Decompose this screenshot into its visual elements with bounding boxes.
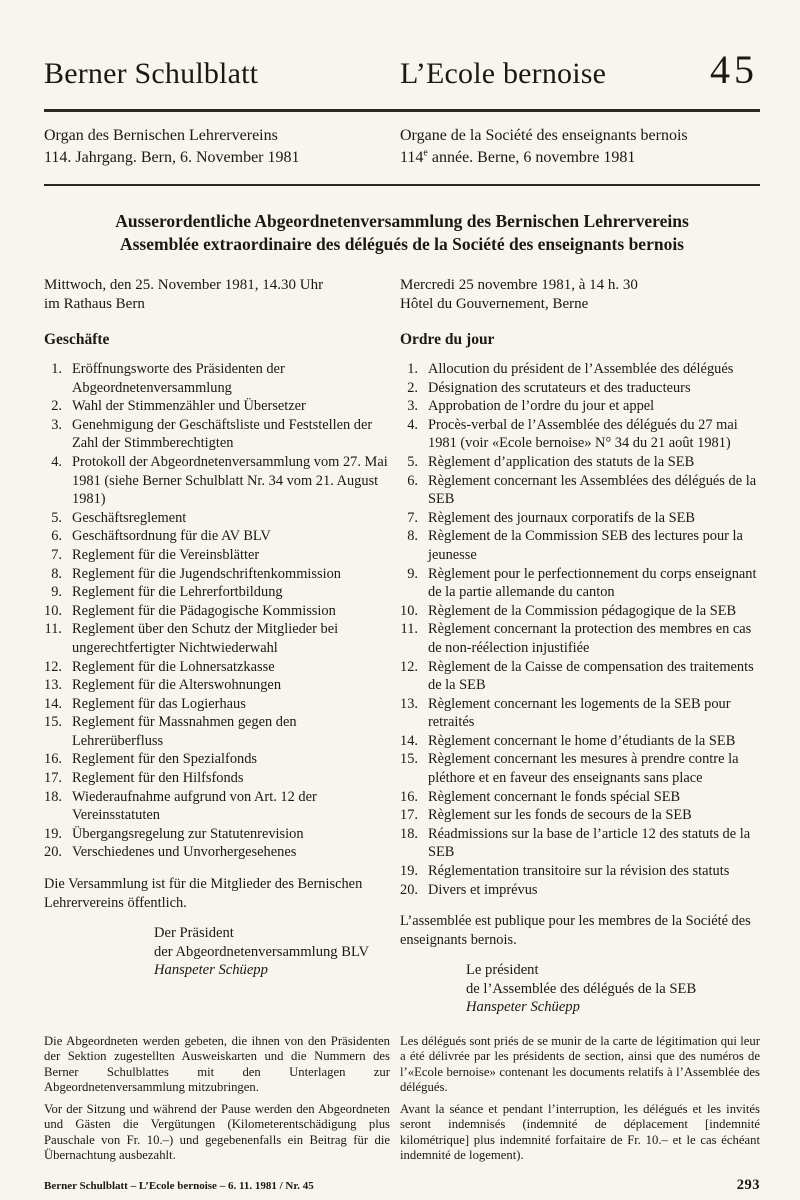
agenda-item-text: Reglement für den Spezialfonds [72, 751, 258, 768]
organ-line-german: Organ des Bernischen Lehrervereins [44, 127, 278, 144]
agenda-item-number: 12. [44, 658, 62, 675]
agenda-item-text: Réglementation transitoire sur la révision des statuts [428, 863, 730, 880]
agenda-item [400, 397, 760, 416]
agenda-item [44, 583, 390, 602]
agenda-item-number: 10. [400, 602, 418, 619]
agenda-item-text: Reglement für die Pädagogische Kommission [72, 602, 336, 619]
agenda-item-text: Wahl der Stimmenzähler und Übersetzer [72, 398, 306, 415]
agenda-item [400, 472, 760, 509]
agenda-item-text: Réadmissions sur la base de l’article 12 des statuts de la SEB [428, 825, 751, 861]
agenda-column-french [400, 276, 760, 1017]
agenda-heading-german: Geschäfte [44, 331, 110, 348]
agenda-item-number: 8. [407, 528, 418, 545]
page-footer [44, 1177, 760, 1194]
agenda-item-text: Übergangsregelung zur Statutenrevision [72, 825, 304, 842]
agenda-item-number: 11. [44, 621, 62, 638]
announcement-title-german: Ausserordentliche Abgeordnetenversammlung des Bernischen Lehrervereins [115, 211, 689, 231]
agenda-item-text: Règlement concernant le home d’étudiants de la SEB [428, 732, 736, 749]
signature-role-line2: der Abgeordnetenversammlung BLV [154, 943, 370, 960]
notice-german-payment: Vor der Sitzung und während der Pause werden den Abgeordneten und Gästen die Vergütungen (Kilometerentschädigung plus Pauschale von Fr. 10.–) und gegebenenfalls ein Beitrag für die Übernachtung ausbezahlt. [44, 1102, 390, 1163]
agenda-item [44, 602, 390, 621]
agenda-item-number: 6. [407, 472, 418, 489]
agenda-item [400, 881, 760, 900]
agenda-item-text: Règlement de la Caisse de compensation des traitements de la SEB [428, 658, 754, 694]
signature-name: Hanspeter Schüepp [154, 962, 268, 979]
agenda-item-number: 3. [407, 398, 418, 415]
agenda-item-number: 9. [51, 584, 62, 601]
agenda-item-number: 10. [44, 602, 62, 619]
agenda-list-german [44, 360, 390, 862]
agenda-item-number: 19. [400, 863, 418, 880]
signature-name: Hanspeter Schüepp [466, 999, 580, 1016]
agenda-item [44, 750, 390, 769]
public-note-german: Die Versammlung ist für die Mitglieder des Bernischen Lehrervereins öffentlich. [44, 876, 363, 911]
agenda-item-text: Reglement für die Alterswohnungen [72, 677, 282, 694]
agenda-item-text: Reglement für den Hilfsfonds [72, 770, 244, 787]
agenda-item [400, 416, 760, 453]
agenda-item-number: 2. [407, 379, 418, 396]
agenda-item-text: Wiederaufnahme aufgrund von Art. 12 der Vereinsstatuten [72, 788, 317, 824]
volume-line-french [400, 147, 760, 169]
subheader-german [44, 125, 400, 169]
agenda-item-text: Règlement sur les fonds de secours de la SEB [428, 807, 692, 824]
agenda-item [44, 695, 390, 714]
agenda-item [44, 769, 390, 788]
signature-role-line2: de l’Assemblée des délégués de la SEB [466, 980, 697, 997]
agenda-item-text: Règlement de la Commission pédagogique de la SEB [428, 602, 737, 619]
volume-rest-french: année. Berne, 6 novembre 1981 [427, 149, 636, 166]
agenda-item-number: 13. [44, 677, 62, 694]
agenda-item-text: Reglement für die Lehrerfortbildung [72, 584, 283, 601]
agenda-item-number: 5. [51, 509, 62, 526]
meeting-place-french: Hôtel du Gouvernement, Berne [400, 296, 589, 312]
agenda-item [44, 360, 390, 397]
agenda-item-text: Règlement d’application des statuts de la SEB [428, 453, 695, 470]
agenda-item [400, 565, 760, 602]
agenda-item-text: Geschäftsreglement [72, 509, 187, 526]
volume-number-french: 114 [400, 149, 424, 166]
delegate-notices [44, 1034, 760, 1163]
agenda-item [400, 695, 760, 732]
agenda-item [400, 750, 760, 787]
notice-french-payment: Avant la séance et pendant l’interruption, les délégués et les invités seront indemnisés (indemnité de déplacement [indemnité kilométrique] plus indemnité forfaitaire de Fr. 10.– et le cas échéant indemnité de logement). [400, 1102, 760, 1163]
agenda-item-number: 12. [400, 658, 418, 675]
subheader [44, 125, 760, 169]
agenda-item-number: 20. [44, 844, 62, 861]
signature-role-line1: Le président [466, 962, 539, 979]
agenda-item-text: Règlement concernant les Assemblées des délégués de la SEB [428, 472, 757, 508]
agenda-item-number: 7. [407, 509, 418, 526]
agenda-list-french [400, 360, 760, 899]
agenda-item [44, 416, 390, 453]
agenda-item [44, 527, 390, 546]
agenda-item-text: Reglement für die Jugendschriftenkommission [72, 565, 341, 582]
agenda-item [44, 788, 390, 825]
footer-imprint: Berner Schulblatt – L’Ecole bernoise – 6. 11. 1981 / Nr. 45 [44, 1180, 314, 1192]
agenda-item-text: Reglement über den Schutz der Mitglieder bei ungerechtfertigter Nichtwiederwahl [72, 621, 339, 656]
agenda-item-text: Règlement des journaux corporatifs de la SEB [428, 509, 695, 526]
meeting-place-german: im Rathaus Bern [44, 296, 145, 312]
volume-line-german: 114. Jahrgang. Bern, 6. November 1981 [44, 149, 300, 166]
agenda-item-text: Verschiedenes und Unvorhergesehenes [72, 844, 297, 861]
agenda-item-number: 19. [44, 825, 62, 842]
agenda-item [400, 360, 760, 379]
agenda-item-number: 17. [44, 770, 62, 787]
meeting-date-german: Mittwoch, den 25. November 1981, 14.30 Uhr [44, 277, 324, 293]
agenda-item-number: 4. [51, 453, 62, 470]
agenda-item [400, 732, 760, 751]
agenda-item-number: 2. [51, 398, 62, 415]
agenda-item [44, 676, 390, 695]
agenda-item [44, 825, 390, 844]
masthead [44, 46, 760, 93]
agenda-item [44, 509, 390, 528]
agenda-item-number: 5. [407, 453, 418, 470]
signature-block-german [154, 924, 390, 980]
agenda-item [400, 658, 760, 695]
signature-role-line1: Der Präsident [154, 925, 234, 942]
agenda-item-text: Protokoll der Abgeordnetenversammlung vom 27. Mai 1981 (siehe Berner Schulblatt Nr. 34 vom 21. August 1981) [72, 453, 388, 508]
agenda-item-number: 13. [400, 695, 418, 712]
agenda-item [44, 713, 390, 750]
agenda-item-text: Geschäftsordnung für die AV BLV [72, 528, 271, 545]
agenda-item-text: Procès-verbal de l’Assemblée des délégués du 27 mai 1981 (voir «Ecole bernoise» N° 34 du 21 août 1981) [428, 416, 738, 452]
agenda-item-text: Reglement für Massnahmen gegen den Lehrerüberfluss [72, 714, 297, 749]
notice-french-cards: Les délégués sont priés de se munir de la carte de légitimation qui leur a été délivrée par les présidents de section, ainsi que des numéros de l’«Ecole bernoise» contenant les documents relatifs à l’Assemblée des délégués. [400, 1034, 760, 1094]
agenda-item [44, 397, 390, 416]
agenda-item-number: 11. [400, 621, 418, 638]
agenda-item-number: 3. [51, 416, 62, 433]
notices-french [400, 1034, 760, 1163]
agenda-item [44, 843, 390, 862]
divider-rule-second [44, 184, 760, 186]
agenda-item-text: Règlement concernant les logements de la SEB pour retraités [428, 695, 731, 731]
agenda-item [44, 546, 390, 565]
agenda-item-text: Reglement für die Lohnersatzkasse [72, 658, 275, 675]
agenda-item [400, 379, 760, 398]
agenda-item [400, 509, 760, 528]
announcement-title-french: Assemblée extraordinaire des délégués de la Société des enseignants bernois [119, 234, 684, 254]
agenda-heading-french: Ordre du jour [400, 331, 495, 348]
agenda-item-text: Règlement pour le perfectionnement du corps enseignant de la partie allemande du canton [428, 565, 757, 601]
agenda-item-number: 14. [44, 695, 62, 712]
agenda-item-text: Eröffnungsworte des Präsidenten der Abgeordnetenversammlung [72, 361, 285, 396]
agenda-item-text: Règlement concernant les mesures à prendre contre la pléthore et en faveur des enseignants sans place [428, 751, 739, 787]
announcement-title [44, 210, 760, 256]
agenda-column-german [44, 276, 390, 1017]
agenda-item [400, 602, 760, 621]
agenda-item-number: 16. [400, 788, 418, 805]
agenda-item-text: Règlement concernant la protection des membres en cas de non-réélection injustifiée [428, 621, 752, 656]
divider-rule-top [44, 109, 760, 112]
agenda-item-number: 8. [51, 565, 62, 582]
public-note-french: L’assemblée est publique pour les membres de la Société des enseignants bernois. [400, 913, 751, 948]
agenda-item-text: Genehmigung der Geschäftsliste und Feststellen der Zahl der Stimmberechtigten [72, 416, 373, 452]
signature-block-french [466, 961, 760, 1017]
agenda-item-text: Divers et imprévus [428, 881, 538, 898]
meeting-date-french: Mercredi 25 novembre 1981, à 14 h. 30 [400, 277, 638, 293]
agenda-item-text: Reglement für das Logierhaus [72, 695, 246, 712]
notice-german-cards: Die Abgeordneten werden gebeten, die ihnen von den Präsidenten der Sektion zugestellten Ausweiskarten und die Nummern des Berner Schulblattes mit den Unterlagen zur Abgeordnetenversammlung mitzubringen. [44, 1034, 390, 1094]
agenda-item-number: 16. [44, 751, 62, 768]
agenda-item [400, 620, 760, 657]
agenda-item [44, 620, 390, 657]
agenda-item [44, 453, 390, 509]
agenda-item [400, 788, 760, 807]
agenda-item-number: 6. [51, 528, 62, 545]
subheader-french [400, 125, 760, 169]
agenda-item-number: 20. [400, 881, 418, 898]
agenda-columns [44, 276, 760, 1017]
agenda-item-text: Règlement concernant le fonds spécial SEB [428, 788, 681, 805]
agenda-item-text: Approbation de l’ordre du jour et appel [428, 398, 655, 415]
page-number: 293 [736, 1177, 760, 1193]
agenda-item-number: 1. [51, 361, 62, 377]
agenda-item-number: 7. [51, 546, 62, 563]
agenda-item-text: Allocution du président de l’Assemblée des délégués [428, 361, 734, 377]
agenda-item-text: Règlement de la Commission SEB des lectures pour la jeunesse [428, 528, 743, 563]
agenda-item-number: 9. [407, 565, 418, 582]
agenda-item-text: Désignation des scrutateurs et des traducteurs [428, 379, 691, 396]
agenda-item-number: 18. [400, 825, 418, 842]
agenda-item-number: 15. [44, 714, 62, 731]
agenda-item [400, 527, 760, 564]
notices-german [44, 1034, 390, 1163]
agenda-item-text: Reglement für die Vereinsblätter [72, 546, 260, 563]
agenda-item-number: 1. [407, 361, 418, 377]
organ-line-french: Organe de la Société des enseignants bernois [400, 127, 688, 144]
masthead-title-french: L’Ecole bernoise [400, 57, 607, 90]
agenda-item-number: 15. [400, 751, 418, 768]
agenda-item-number: 4. [407, 416, 418, 433]
issue-number: 45 [710, 47, 758, 92]
agenda-item [400, 825, 760, 862]
agenda-item-number: 14. [400, 732, 418, 749]
agenda-item-number: 18. [44, 788, 62, 805]
agenda-item [44, 565, 390, 584]
agenda-item [400, 453, 760, 472]
agenda-item-number: 17. [400, 807, 418, 824]
agenda-item [400, 806, 760, 825]
agenda-item [44, 658, 390, 677]
volume-superscript: e [423, 147, 428, 159]
masthead-title-german: Berner Schulblatt [44, 57, 259, 90]
agenda-item [400, 862, 760, 881]
